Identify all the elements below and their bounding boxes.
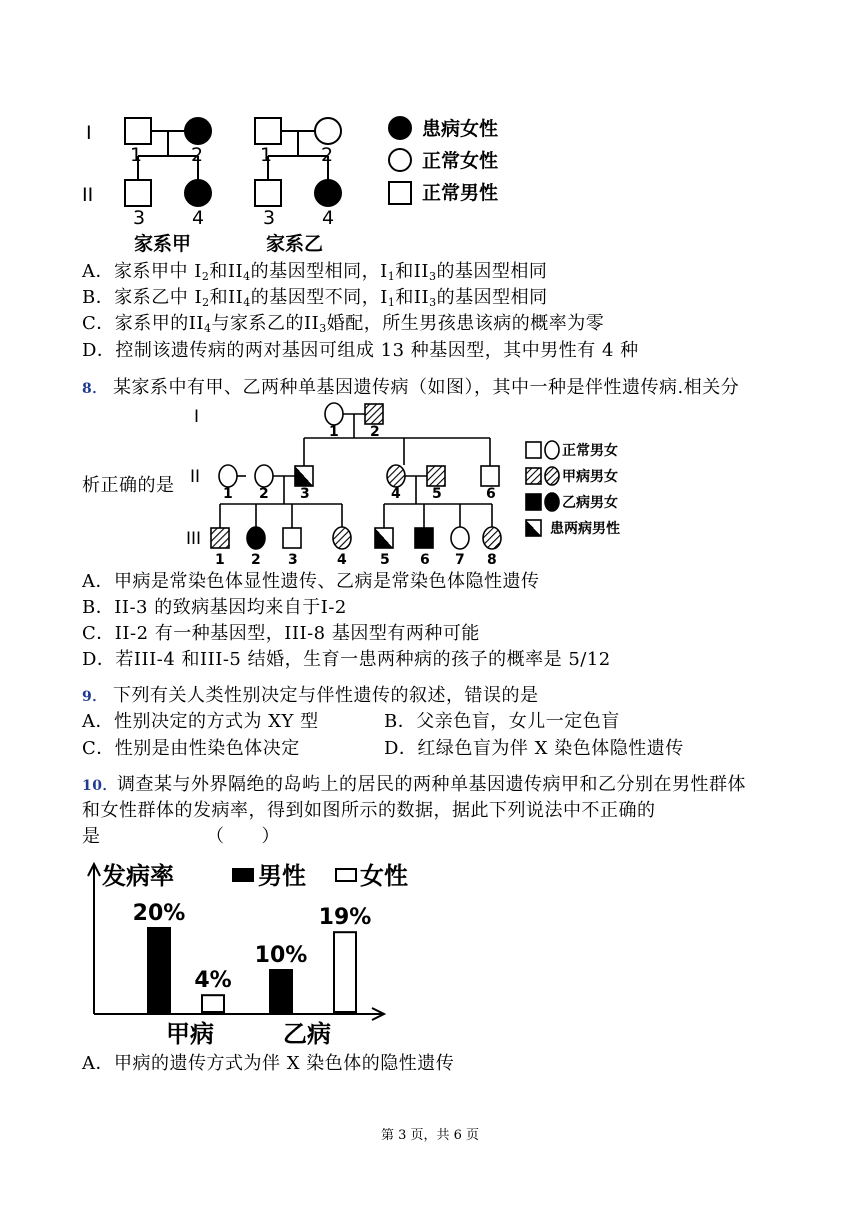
II5-disease-a-male [427, 466, 445, 486]
q7-option-b: B．家系乙中 $I_2$和$II_4$的基因型不同，$I_1$和$II_3$的基因型相同 [82, 287, 548, 309]
family-b-caption: 家系乙 [266, 233, 324, 255]
gen-label-II: II [82, 184, 94, 206]
q8-II-num-4: 4 [391, 486, 401, 502]
q8-gen-II: II [190, 467, 201, 487]
q9-option-a: A．性别决定的方式为 XY 型 [82, 711, 319, 732]
III2-disease-b-female [247, 527, 265, 549]
III5-both-diseases-male [375, 528, 393, 548]
legend-disease-a: 甲病男女 [562, 469, 618, 485]
gen-label-I: I [86, 122, 92, 144]
q8-II-num-2: 2 [259, 486, 269, 502]
III6-disease-b-male [415, 528, 433, 548]
chart-ylabel: 发病率 [102, 862, 174, 890]
q9-option-b: B．父亲色盲，女儿一定色盲 [384, 711, 620, 732]
family-b-II3-normal-male [255, 180, 281, 206]
legend-disease-b-male-symbol [526, 494, 541, 510]
III1-disease-a-male [211, 528, 229, 548]
q8-stem-cont: 析正确的是 [82, 475, 175, 496]
family-b-I2-normal-female [315, 118, 341, 144]
legend-normal-female-symbol [545, 441, 559, 459]
I1-normal-female [325, 403, 343, 425]
q8-III-num-3: 3 [288, 552, 298, 568]
legend-female-label: 女性 [360, 862, 408, 890]
q9-option-d: D．红绿色盲为伴 X 染色体隐性遗传 [384, 738, 684, 759]
q7-option-c: C．家系甲的$II_4$与家系乙的$II_3$婚配，所生男孩患该病的概率为零 [82, 313, 605, 335]
family-b-num-3: 3 [263, 207, 276, 229]
q8-II-num-3: 3 [300, 486, 310, 502]
legend-normal-female: 正常女性 [422, 150, 499, 172]
q8-option-a: A．甲病是常染色体显性遗传、乙病是常染色体隐性遗传 [82, 571, 540, 592]
III8-disease-a-female [483, 527, 501, 549]
q8-III-num-4: 4 [337, 552, 347, 568]
legend-disease-b-female-symbol [545, 493, 559, 511]
q10-number: 10． [82, 778, 117, 794]
incidence-bar-chart [80, 852, 420, 1052]
q8-III-num-1: 1 [215, 552, 225, 568]
legend-affected-female-symbol [389, 117, 411, 139]
legend-male-swatch [232, 868, 254, 882]
q8-III-num-7: 7 [455, 552, 465, 568]
q8-stem: 8． 某家系中有甲、乙两种单基因遗传病（如图），其中一种是伴性遗传病.相关分 [82, 377, 740, 398]
q8-gen-I: I [194, 407, 200, 427]
II2-normal-female [255, 465, 273, 487]
legend-normal-male-symbol [526, 442, 541, 458]
bar-female-disease-b [334, 932, 356, 1012]
q7-option-a: A．家系甲中 $I_2$和$II_4$的基因型相同，$I_1$和$II_3$的基因型相同 [82, 261, 548, 283]
q9-option-c: C．性别是由性染色体决定 [82, 738, 300, 759]
q10-stem-line3: 是 [82, 826, 101, 847]
data-label-male-disease-b: 10% [254, 943, 308, 968]
q8-option-b: B．II-3 的致病基因均来自于I-2 [82, 597, 347, 618]
family-a-I2-affected-female [185, 118, 211, 144]
q10-stem: 10．调查某与外界隔绝的岛屿上的居民的两种单基因遗传病甲和乙分别在男性群体 [82, 774, 746, 795]
q8-II-num-1: 1 [223, 486, 233, 502]
III3-normal-male [283, 528, 301, 548]
II1-normal-female [219, 465, 237, 487]
bar-male-disease-a [148, 928, 170, 1012]
q7-option-d: D．控制该遗传病的两对基因可组成 13 种基因型，其中男性有 4 种 [82, 340, 639, 361]
legend-disease-a-male-symbol [526, 468, 541, 484]
q10-option-a: A．甲病的遗传方式为伴 X 染色体的隐性遗传 [82, 1053, 455, 1074]
family-a-num-4: 4 [192, 207, 205, 229]
family-b-num-4: 4 [322, 207, 335, 229]
II4-disease-a-female [387, 465, 405, 487]
family-a-caption: 家系甲 [134, 233, 192, 255]
legend-male-label: 男性 [258, 862, 306, 890]
q8-option-d: D．若III-4 和III-5 结婚，生育一患两种病的孩子的概率是 5/12 [82, 649, 611, 670]
legend-both-diseases-male-symbol [526, 520, 541, 536]
family-a-num-3: 3 [133, 207, 146, 229]
page-footer: 第 3 页，共 6 页 [380, 1128, 480, 1143]
family-a-II4-affected-female [185, 180, 211, 206]
category-label-a: 甲病 [166, 1020, 214, 1048]
pedigree-figure-families [70, 108, 530, 260]
q8-gen-III: III [186, 529, 202, 549]
legend-normal-female-symbol [389, 149, 411, 171]
legend-affected-female: 患病女性 [422, 118, 499, 140]
q10-stem-line2: 和女性群体的发病率，得到如图所示的数据，据此下列说法中不正确的 [82, 800, 656, 821]
II6-normal-male [481, 466, 499, 486]
family-a-num-2: 2 [191, 144, 204, 166]
III7-normal-female [451, 527, 469, 549]
q8-option-c: C．II-2 有一种基因型，III-8 基因型有两种可能 [82, 623, 480, 644]
q8-II-num-5: 5 [432, 486, 442, 502]
legend-disease-a-female-symbol [545, 467, 559, 485]
q8-III-num-2: 2 [251, 552, 261, 568]
legend-normal: 正常男女 [562, 443, 618, 459]
family-b-num-1: 1 [260, 144, 273, 166]
legend-both-diseases: 患两病男性 [550, 521, 620, 537]
q8-III-num-6: 6 [420, 552, 430, 568]
family-b-I1-normal-male [255, 118, 281, 144]
bar-male-disease-b [270, 970, 292, 1012]
q8-III-num-5: 5 [380, 552, 390, 568]
legend-female-swatch [336, 869, 356, 881]
data-label-male-disease-a: 20% [132, 901, 186, 926]
legend-disease-b: 乙病男女 [562, 495, 618, 511]
data-label-female-disease-a: 4% [194, 968, 232, 994]
bar-female-disease-a [202, 995, 224, 1012]
q8-II-num-6: 6 [486, 486, 496, 502]
family-a-II3-normal-male [125, 180, 151, 206]
q9-number: 9． [82, 689, 107, 705]
family-b-num-2: 2 [321, 144, 334, 166]
legend-normal-male-symbol [389, 182, 411, 204]
III4-disease-a-female [333, 527, 351, 549]
q8-number: 8． [82, 381, 107, 397]
category-label-b: 乙病 [283, 1020, 331, 1048]
data-label-female-disease-b: 19% [318, 905, 372, 931]
q9-stem: 9． 下列有关人类性别决定与伴性遗传的叙述，错误的是 [82, 685, 539, 706]
pedigree-figure-q8 [184, 398, 654, 570]
q8-I-num-1: 1 [329, 424, 339, 440]
family-a-num-1: 1 [130, 144, 143, 166]
q8-III-num-8: 8 [487, 552, 497, 568]
family-b-II4-affected-female [315, 180, 341, 206]
family-a-I1-normal-male [125, 118, 151, 144]
q10-answer-paren: （ ） [206, 826, 280, 847]
II3-both-diseases-male [295, 466, 313, 486]
q8-I-num-2: 2 [370, 424, 380, 440]
I2-disease-a-male [365, 404, 383, 424]
legend-normal-male: 正常男性 [422, 182, 499, 204]
